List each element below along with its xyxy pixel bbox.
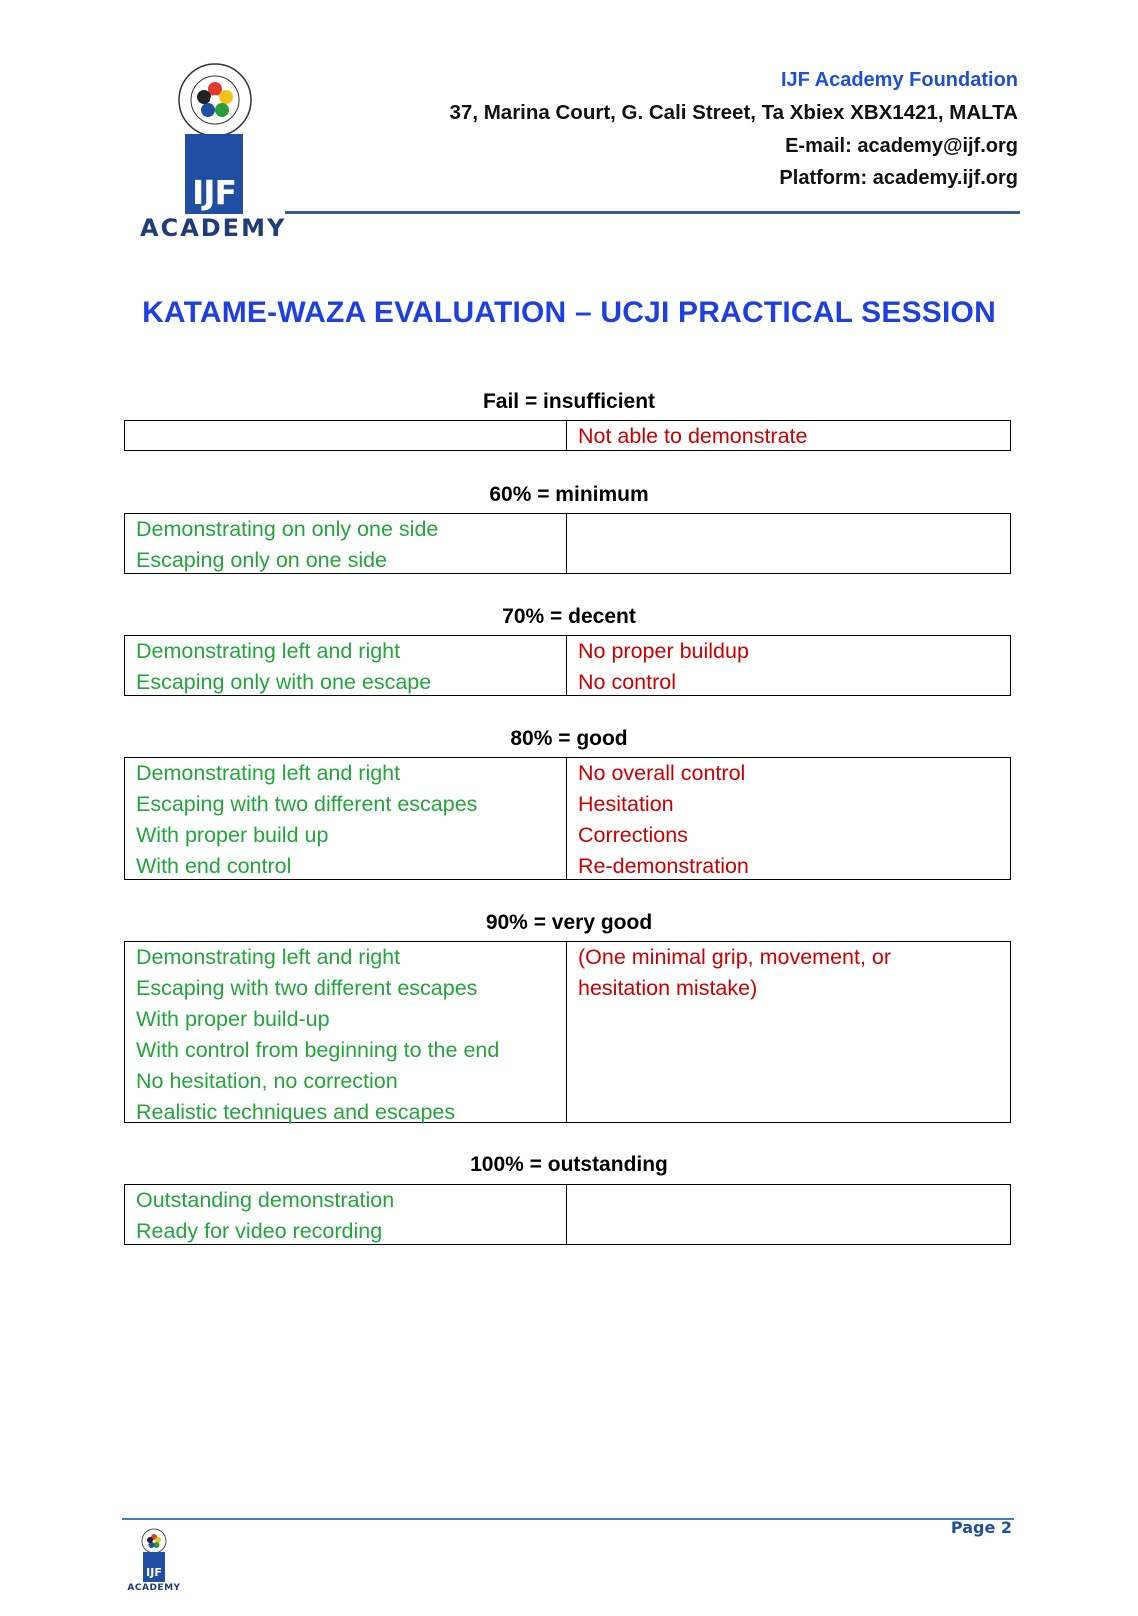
ijf-academy-logo — [140, 62, 285, 242]
criteria-line: Not able to demonstrate — [578, 424, 808, 448]
criteria-line: Escaping with two different escapes — [136, 976, 478, 1000]
logo-ijf-text: IJF — [191, 173, 237, 212]
footer-logo-academy-text: ACADEMY — [127, 1583, 181, 1593]
page-number: Page 2 — [950, 1518, 1012, 1537]
evaluation-table-90 — [124, 941, 1011, 1123]
section-heading-60: 60% = minimum — [489, 483, 649, 506]
criteria-cell-positive — [125, 1185, 567, 1244]
criteria-line: Escaping only with one escape — [136, 670, 432, 694]
criteria-line: With proper build-up — [136, 1007, 330, 1031]
criteria-line: With proper build up — [136, 823, 329, 847]
criteria-cell-negative — [567, 514, 1010, 573]
criteria-line: Realistic techniques and escapes — [136, 1100, 456, 1124]
section-heading-100: 100% = outstanding — [470, 1153, 668, 1176]
criteria-line: With end control — [136, 854, 292, 878]
ijf-emblem-icon — [177, 62, 253, 138]
criteria-line: Corrections — [578, 823, 688, 847]
organization-email: E-mail: academy@ijf.org — [785, 135, 1018, 157]
section-heading-70: 70% = decent — [502, 605, 636, 628]
footer-divider — [122, 1518, 1014, 1520]
footer-logo-ijf-text: IJF — [146, 1566, 162, 1579]
criteria-cell-negative — [567, 1185, 1010, 1244]
header-divider — [285, 211, 1020, 214]
criteria-cell-negative — [567, 421, 1010, 450]
criteria-line: With control from beginning to the end — [136, 1038, 500, 1062]
evaluation-table-80 — [124, 757, 1011, 880]
criteria-line: (One minimal grip, movement, or — [578, 945, 892, 969]
criteria-line: Outstanding demonstration — [136, 1188, 395, 1212]
section-heading-80: 80% = good — [510, 727, 628, 750]
criteria-line: hesitation mistake) — [578, 976, 758, 1000]
header-contact-block — [450, 64, 1018, 194]
criteria-line: Escaping only on one side — [136, 548, 388, 572]
section-heading-fail: Fail = insufficient — [482, 390, 656, 413]
evaluation-table-fail — [124, 420, 1011, 451]
criteria-line: Hesitation — [578, 792, 674, 816]
footer-logo — [126, 1528, 182, 1598]
criteria-line: Escaping with two different escapes — [136, 792, 478, 816]
criteria-cell-negative — [567, 758, 1010, 879]
organization-name: IJF Academy Foundation — [780, 69, 1018, 91]
organization-address: 37, Marina Court, G. Cali Street, Ta Xbiex XBX1421, MALTA — [449, 101, 1018, 124]
evaluation-table-60 — [124, 513, 1011, 574]
criteria-cell-positive — [125, 514, 567, 573]
evaluation-table-70 — [124, 635, 1011, 696]
criteria-line: Re-demonstration — [578, 854, 749, 878]
criteria-line: No proper buildup — [578, 639, 749, 663]
criteria-line: No control — [578, 670, 676, 694]
evaluation-table-100 — [124, 1184, 1011, 1245]
criteria-cell-negative — [567, 942, 1010, 1122]
section-heading-90: 90% = very good — [485, 911, 653, 934]
criteria-cell-positive — [125, 421, 567, 450]
criteria-line: No overall control — [578, 761, 746, 785]
criteria-line: Demonstrating left and right — [136, 761, 401, 785]
criteria-cell-positive — [125, 942, 567, 1122]
logo-academy-text: ACADEMY — [140, 214, 287, 242]
criteria-line: Demonstrating left and right — [136, 945, 401, 969]
criteria-line: Ready for video recording — [136, 1219, 383, 1243]
criteria-line: Demonstrating on only one side — [136, 517, 439, 541]
criteria-cell-positive — [125, 758, 567, 879]
criteria-cell-negative — [567, 636, 1010, 695]
organization-platform: Platform: academy.ijf.org — [779, 167, 1018, 189]
ijf-emblem-icon — [141, 1528, 167, 1554]
criteria-line: Demonstrating left and right — [136, 639, 401, 663]
criteria-line: No hesitation, no correction — [136, 1069, 398, 1093]
criteria-cell-positive — [125, 636, 567, 695]
document-title: KATAME-WAZA EVALUATION – UCJI PRACTICAL SESSION — [142, 296, 996, 329]
